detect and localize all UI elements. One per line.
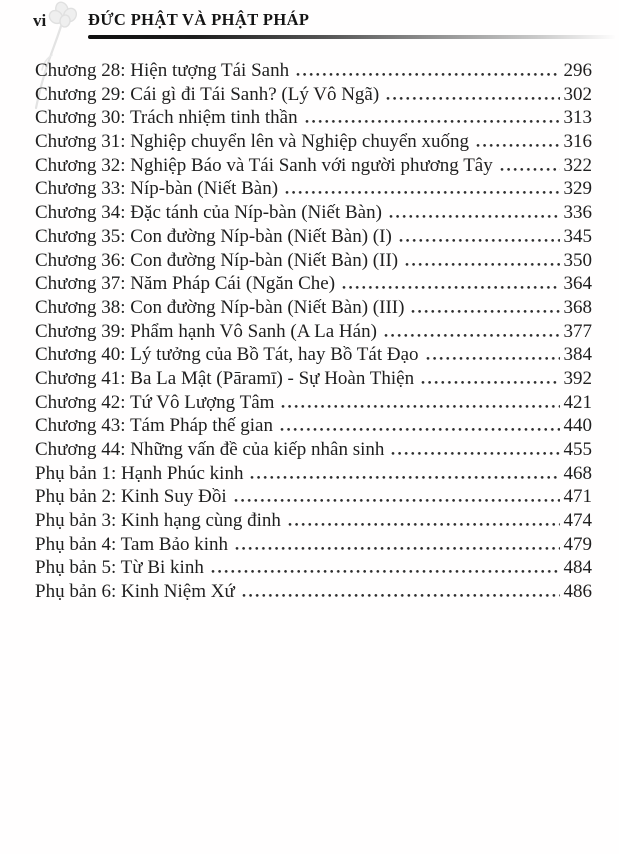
toc-entry <box>35 177 592 201</box>
running-title: ĐỨC PHẬT VÀ PHẬT PHÁP <box>88 10 310 29</box>
toc-entry <box>35 154 592 178</box>
toc-leader-dots <box>405 261 559 266</box>
toc-entry <box>35 509 592 533</box>
toc-entry-page: 350 <box>563 249 592 271</box>
toc-entry-label: Chương 34: Đặc tánh của Níp-bàn (Niết Bàn) <box>35 202 382 224</box>
header-rule <box>88 35 615 39</box>
toc-entry-label: Phụ bản 1: Hạnh Phúc kinh <box>35 462 244 484</box>
toc-leader-dots <box>288 521 560 526</box>
toc-entry-label: Chương 29: Cái gì đi Tái Sanh? (Lý Vô Ngã) <box>35 83 380 105</box>
toc-entry <box>35 59 592 83</box>
toc-entry <box>35 130 592 154</box>
toc-entry-label: Chương 38: Con đường Níp-bàn (Niết Bàn) (III) <box>35 296 405 318</box>
toc-entry-label: Chương 28: Hiện tượng Tái Sanh <box>35 60 290 81</box>
toc-entry-page: 302 <box>563 83 592 105</box>
toc-entry-label: Chương 37: Năm Pháp Cái (Ngăn Che) <box>35 273 336 295</box>
toc-entry <box>35 296 592 320</box>
toc-entry-page: 313 <box>563 107 592 129</box>
toc-leader-dots <box>476 142 559 147</box>
toc-entry-page: 296 <box>563 60 592 81</box>
toc-entry-label: Phụ bản 3: Kinh hạng cùng đinh <box>35 510 281 532</box>
toc-leader-dots <box>386 95 559 100</box>
toc-entry-page: 468 <box>563 462 592 484</box>
toc-leader-dots <box>242 592 560 597</box>
toc-entry-label: Chương 36: Con đường Níp-bàn (Niết Bàn) (II) <box>35 249 399 271</box>
toc-entry-label: Chương 32: Nghiệp Báo và Tái Sanh với người phương Tây <box>35 154 493 176</box>
toc-entry <box>35 414 592 438</box>
toc-entry-label: Chương 39: Phẩm hạnh Vô Sanh (A La Hán) <box>35 320 377 342</box>
toc-entry-label: Phụ bản 5: Từ Bi kinh <box>35 557 204 579</box>
toc-leader-dots <box>500 166 560 171</box>
toc-leader-dots <box>296 71 559 76</box>
toc-entry <box>35 438 592 462</box>
toc-entry-page: 455 <box>563 439 592 460</box>
toc-leader-dots <box>342 284 559 289</box>
toc-entry <box>35 225 592 249</box>
toc-leader-dots <box>285 189 559 194</box>
toc-entry <box>35 272 592 296</box>
toc-leader-dots <box>399 237 560 242</box>
toc-leader-dots <box>426 355 560 360</box>
toc-entry-label: Chương 30: Trách nhiệm tinh thần <box>35 107 298 129</box>
toc-entry-page: 364 <box>563 273 592 295</box>
toc-leader-dots <box>305 118 560 123</box>
toc-leader-dots <box>411 308 559 313</box>
toc-entry-label: Chương 35: Con đường Níp-bàn (Niết Bàn) (I) <box>35 225 392 247</box>
toc-entry-page: 368 <box>563 296 592 318</box>
toc-entry-page: 471 <box>563 486 592 508</box>
toc-entry-page: 474 <box>563 510 592 532</box>
toc-entry-page: 421 <box>563 391 592 413</box>
toc-entry-page: 392 <box>563 367 592 389</box>
toc-leader-dots <box>211 568 560 573</box>
toc-entry <box>35 343 592 367</box>
toc-entry-page: 322 <box>563 154 592 176</box>
toc-leader-dots <box>234 497 560 502</box>
toc-entry-page: 484 <box>563 557 592 579</box>
toc-entry-label: Phụ bản 2: Kinh Suy Đồi <box>35 486 227 508</box>
toc-entry-label: Phụ bản 4: Tam Bảo kinh <box>35 533 229 555</box>
toc-entry <box>35 485 592 509</box>
toc-entry <box>35 556 592 580</box>
toc-leader-dots <box>391 450 559 455</box>
toc-leader-dots <box>281 403 559 408</box>
toc-entry-label: Chương 41: Ba La Mật (Pāramī) - Sự Hoàn Thiện <box>35 367 415 389</box>
toc-entry <box>35 533 592 557</box>
toc-entry-page: 479 <box>563 533 592 555</box>
toc-entry-page: 377 <box>563 320 592 342</box>
toc-entry-page: 336 <box>563 202 592 224</box>
toc-entry <box>35 201 592 225</box>
toc-leader-dots <box>421 379 559 384</box>
toc-entry-label: Chương 44: Những vấn đề của kiếp nhân sinh <box>35 439 385 460</box>
toc-entry <box>35 249 592 273</box>
toc-entry-page: 316 <box>563 131 592 153</box>
toc-entry-label: Phụ bản 6: Kinh Niệm Xứ <box>35 581 235 603</box>
toc-entry <box>35 83 592 107</box>
toc-leader-dots <box>250 474 559 479</box>
toc-entry-page: 345 <box>563 225 592 247</box>
toc-entry-label: Chương 43: Tám Pháp thế gian <box>35 415 273 437</box>
toc-entry <box>35 391 592 415</box>
toc-entry-label: Chương 31: Nghiệp chuyển lên và Nghiệp chuyển xuống <box>35 131 470 153</box>
toc-entry-page: 486 <box>563 581 592 603</box>
toc-leader-dots <box>280 426 560 431</box>
toc-leader-dots <box>389 213 560 218</box>
toc-entry <box>35 462 592 486</box>
toc-entry-label: Chương 40: Lý tưởng của Bồ Tát, hay Bồ Tát Đạo <box>35 344 419 366</box>
toc-entry-page: 329 <box>563 178 592 200</box>
toc-entry-label: Chương 42: Tứ Vô Lượng Tâm <box>35 391 275 413</box>
toc-entry-label: Chương 33: Níp-bàn (Niết Bàn) <box>35 178 279 200</box>
toc-leader-dots <box>384 332 560 337</box>
toc-entry <box>35 320 592 344</box>
toc-entry-page: 440 <box>563 415 592 437</box>
toc-entry <box>35 580 592 604</box>
toc-entry-page: 384 <box>563 344 592 366</box>
toc-entry <box>35 367 592 391</box>
toc-leader-dots <box>235 545 559 550</box>
toc-list <box>35 59 592 604</box>
toc-entry <box>35 106 592 130</box>
folio-number: vi <box>33 11 47 30</box>
